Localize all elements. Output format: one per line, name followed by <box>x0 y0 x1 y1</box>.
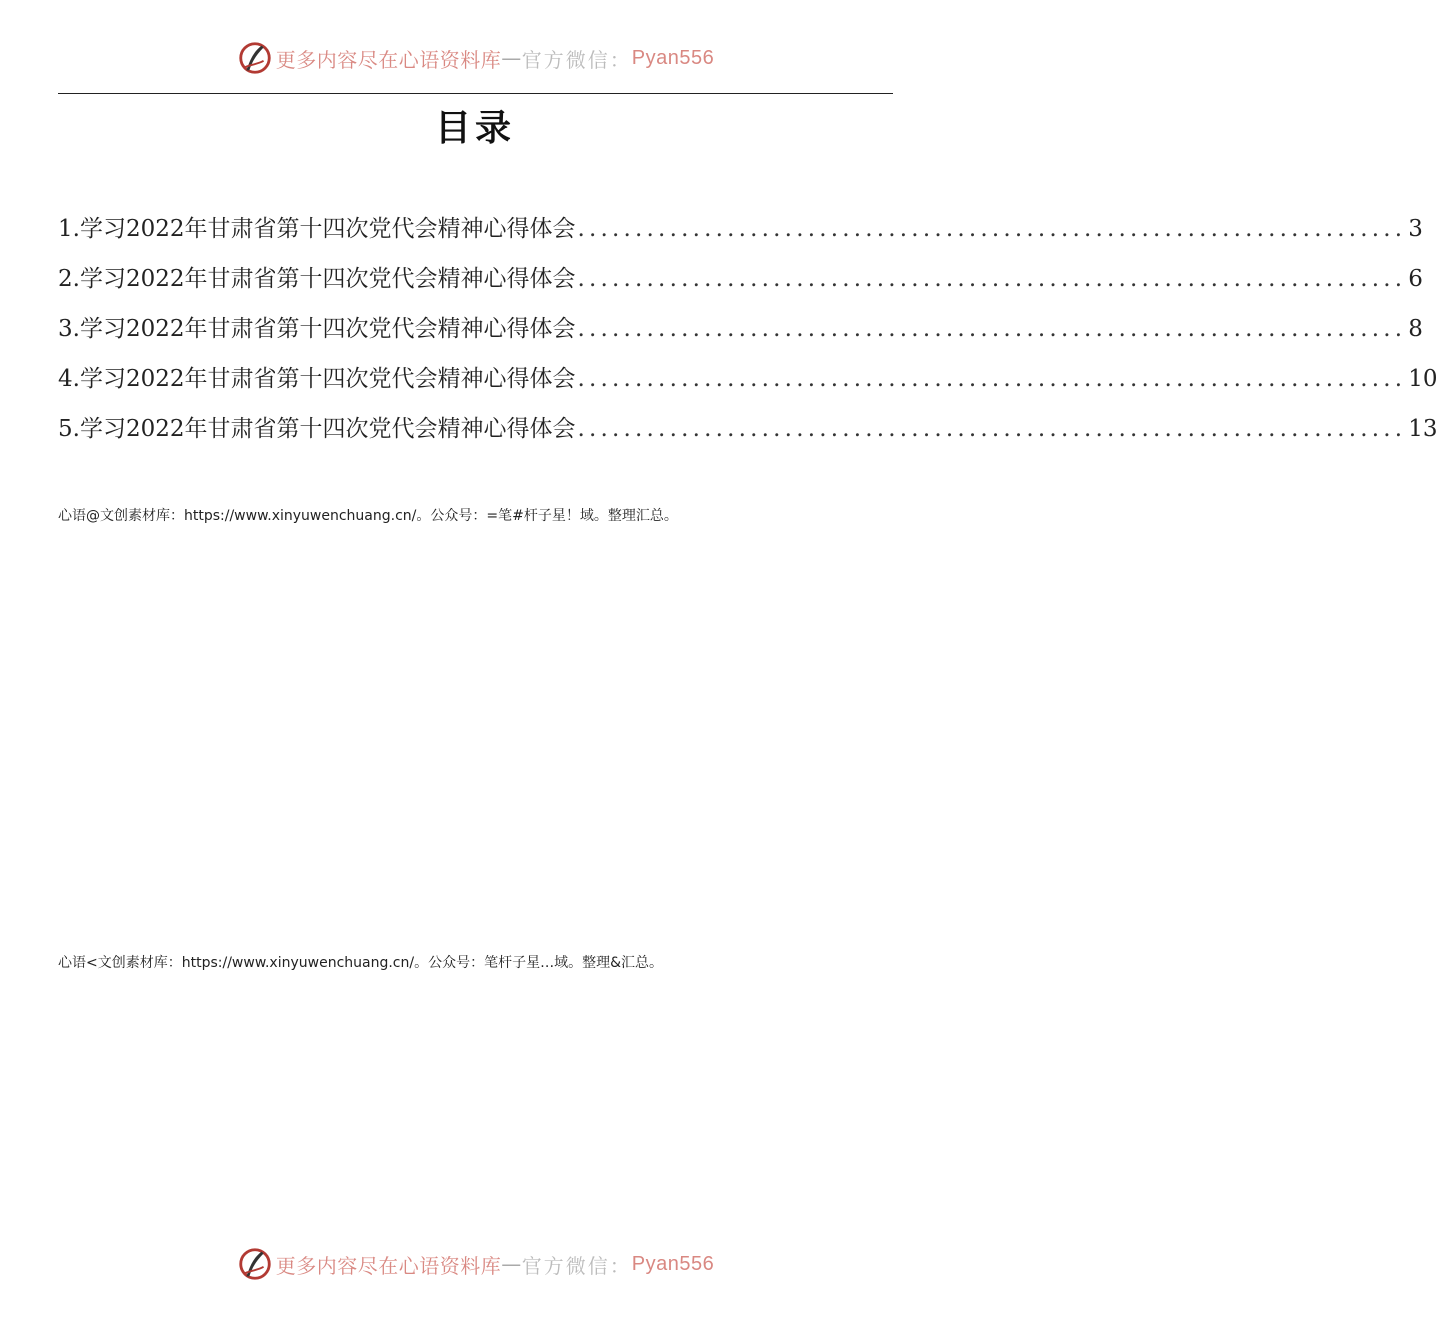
wechat-id: Pyan556 <box>631 46 715 69</box>
toc-leader-dots: ........................................................................ <box>577 366 1407 392</box>
toc-page-number: 13 <box>1408 416 1438 442</box>
toc-page-number: 10 <box>1408 366 1438 392</box>
toc-list <box>58 207 1438 457</box>
toc-leader-dots: ........................................................................ <box>577 266 1407 292</box>
brand-text: 更多内容尽在心语资料库 <box>275 47 502 72</box>
toc-entry-title: 3.学习2022年甘肃省第十四次党代会精神心得体会 <box>58 316 576 342</box>
wechat-id: Pyan556 <box>631 1252 715 1275</box>
toc-entry-title: 5.学习2022年甘肃省第十四次党代会精神心得体会 <box>58 416 576 442</box>
toc-entry-5[interactable] <box>58 407 1438 457</box>
toc-entry-3[interactable] <box>58 307 1423 357</box>
toc-entry-4[interactable] <box>58 357 1438 407</box>
toc-page-number: 3 <box>1408 216 1423 242</box>
toc-page-number: 8 <box>1408 316 1423 342</box>
source-note-2: 心语<文创素材库：https://www.xinyuwenchuang.cn/。公众号：笔杆子星…域。整理&汇总。 <box>58 955 664 971</box>
header-watermark <box>0 38 950 78</box>
toc-leader-dots: ........................................................................ <box>577 216 1407 242</box>
toc-entry-title: 2.学习2022年甘肃省第十四次党代会精神心得体会 <box>58 266 576 292</box>
separator: — <box>501 46 522 70</box>
footer-watermark <box>0 1244 950 1284</box>
separator: — <box>501 1252 522 1276</box>
toc-leader-dots: ........................................................................ <box>577 416 1407 442</box>
toc-page-number: 6 <box>1408 266 1423 292</box>
source-note-1: 心语@文创素材库：https://www.xinyuwenchuang.cn/。公众号：=笔#杆子星！域。整理汇总。 <box>58 508 678 524</box>
wechat-label: 官方微信： <box>521 1253 632 1278</box>
toc-title: 目录 <box>434 108 515 149</box>
header-rule <box>58 93 893 94</box>
toc-entry-title: 4.学习2022年甘肃省第十四次党代会精神心得体会 <box>58 366 576 392</box>
toc-entry-title: 1.学习2022年甘肃省第十四次党代会精神心得体会 <box>58 216 576 242</box>
brand-text: 更多内容尽在心语资料库 <box>275 1253 502 1278</box>
toc-entry-1[interactable] <box>58 207 1423 257</box>
toc-leader-dots: ........................................................................ <box>577 316 1407 342</box>
toc-entry-2[interactable] <box>58 257 1423 307</box>
wechat-label: 官方微信： <box>521 47 632 72</box>
quill-pen-circle-icon <box>236 1245 274 1283</box>
quill-pen-circle-icon <box>236 39 274 77</box>
